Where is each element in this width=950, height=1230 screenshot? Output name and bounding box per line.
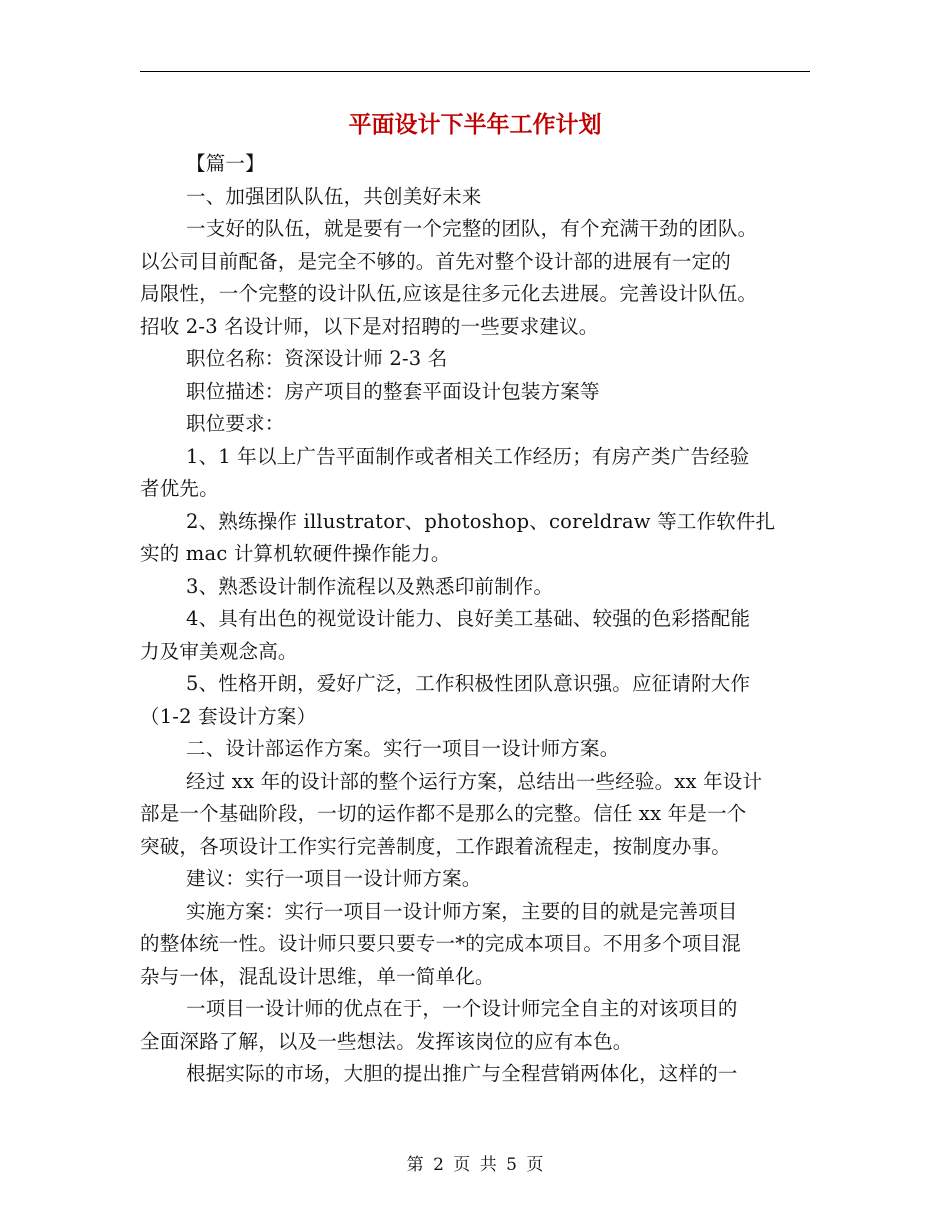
text-line: 职位名称：资深设计师 2-3 名 (186, 347, 448, 370)
page-footer: 第 2 页 共 5 页 (406, 1155, 544, 1175)
text-line: 二、设计部运作方案。实行一项目一设计师方案。 (186, 737, 620, 760)
text-line: 一项目一设计师的优点在于，一个设计师完全自主的对该项目的 (186, 997, 738, 1020)
text-line: 职位要求： (186, 412, 285, 435)
text-line: 一支好的队伍，就是要有一个完整的团队，有个充满干劲的团队。 (186, 217, 758, 240)
text-line: 职位描述：房产项目的整套平面设计包装方案等 (186, 379, 600, 403)
text-line: 实的 mac 计算机软硬件操作能力。 (140, 542, 451, 565)
text-line: 2、熟练操作 illustrator、photoshop、coreldraw 等工作软件扎 (186, 509, 776, 533)
text-line: 4、具有出色的视觉设计能力、良好美工基础、较强的色彩搭配能 (186, 607, 751, 630)
text-line: 力及审美观念高。 (140, 639, 298, 663)
text-line: 【篇一】 (186, 152, 265, 175)
text-line: 一、加强团队队伍，共创美好未来 (186, 184, 482, 208)
text-line: 的整体统一性。设计师只要只要专一*的完成本项目。不用多个项目混 (140, 932, 741, 955)
text-line: 突破，各项设计工作实行完善制度，工作跟着流程走，按制度办事。 (140, 834, 732, 858)
text-line: 招收 2-3 名设计师，以下是对招聘的一些要求建议。 (140, 314, 599, 338)
text-line: 者优先。 (140, 477, 219, 500)
text-line: 杂与一体，混乱设计思维，单一简单化。 (140, 964, 495, 988)
text-line: 5、性格开朗，爱好广泛，工作积极性团队意识强。应征请附大作 (186, 672, 751, 695)
header-rule (140, 71, 810, 72)
text-line: 实施方案：实行一项目一设计师方案，主要的目的就是完善项目 (186, 899, 738, 923)
text-line: 经过 xx 年的设计部的整个运行方案，总结出一些经验。xx 年设计 (186, 769, 763, 793)
text-line: 局限性，一个完整的设计队伍,应该是往多元化去进展。完善设计队伍。 (140, 282, 758, 305)
text-line: 以公司目前配备，是完全不够的。首先对整个设计部的进展有一定的 (140, 249, 732, 273)
text-line: 1、1 年以上广告平面制作或者相关工作经历；有房产类广告经验 (186, 444, 750, 468)
document-title: 平面设计下半年工作计划 (348, 112, 602, 138)
text-line: 部是一个基础阶段，一切的运作都不是那么的完整。信任 xx 年是一个 (140, 802, 747, 825)
text-line: 3、熟悉设计制作流程以及熟悉印前制作。 (186, 574, 554, 598)
document-body (140, 148, 812, 1091)
text-line: 全面深路了解，以及一些想法。发挥该岗位的应有本色。 (140, 1029, 633, 1053)
text-line: 根据实际的市场，大胆的提出推广与全程营销两体化，这样的一 (186, 1062, 738, 1085)
text-line: 建议：实行一项目一设计师方案。 (186, 867, 482, 890)
text-line: （1-2 套设计方案） (140, 704, 317, 728)
